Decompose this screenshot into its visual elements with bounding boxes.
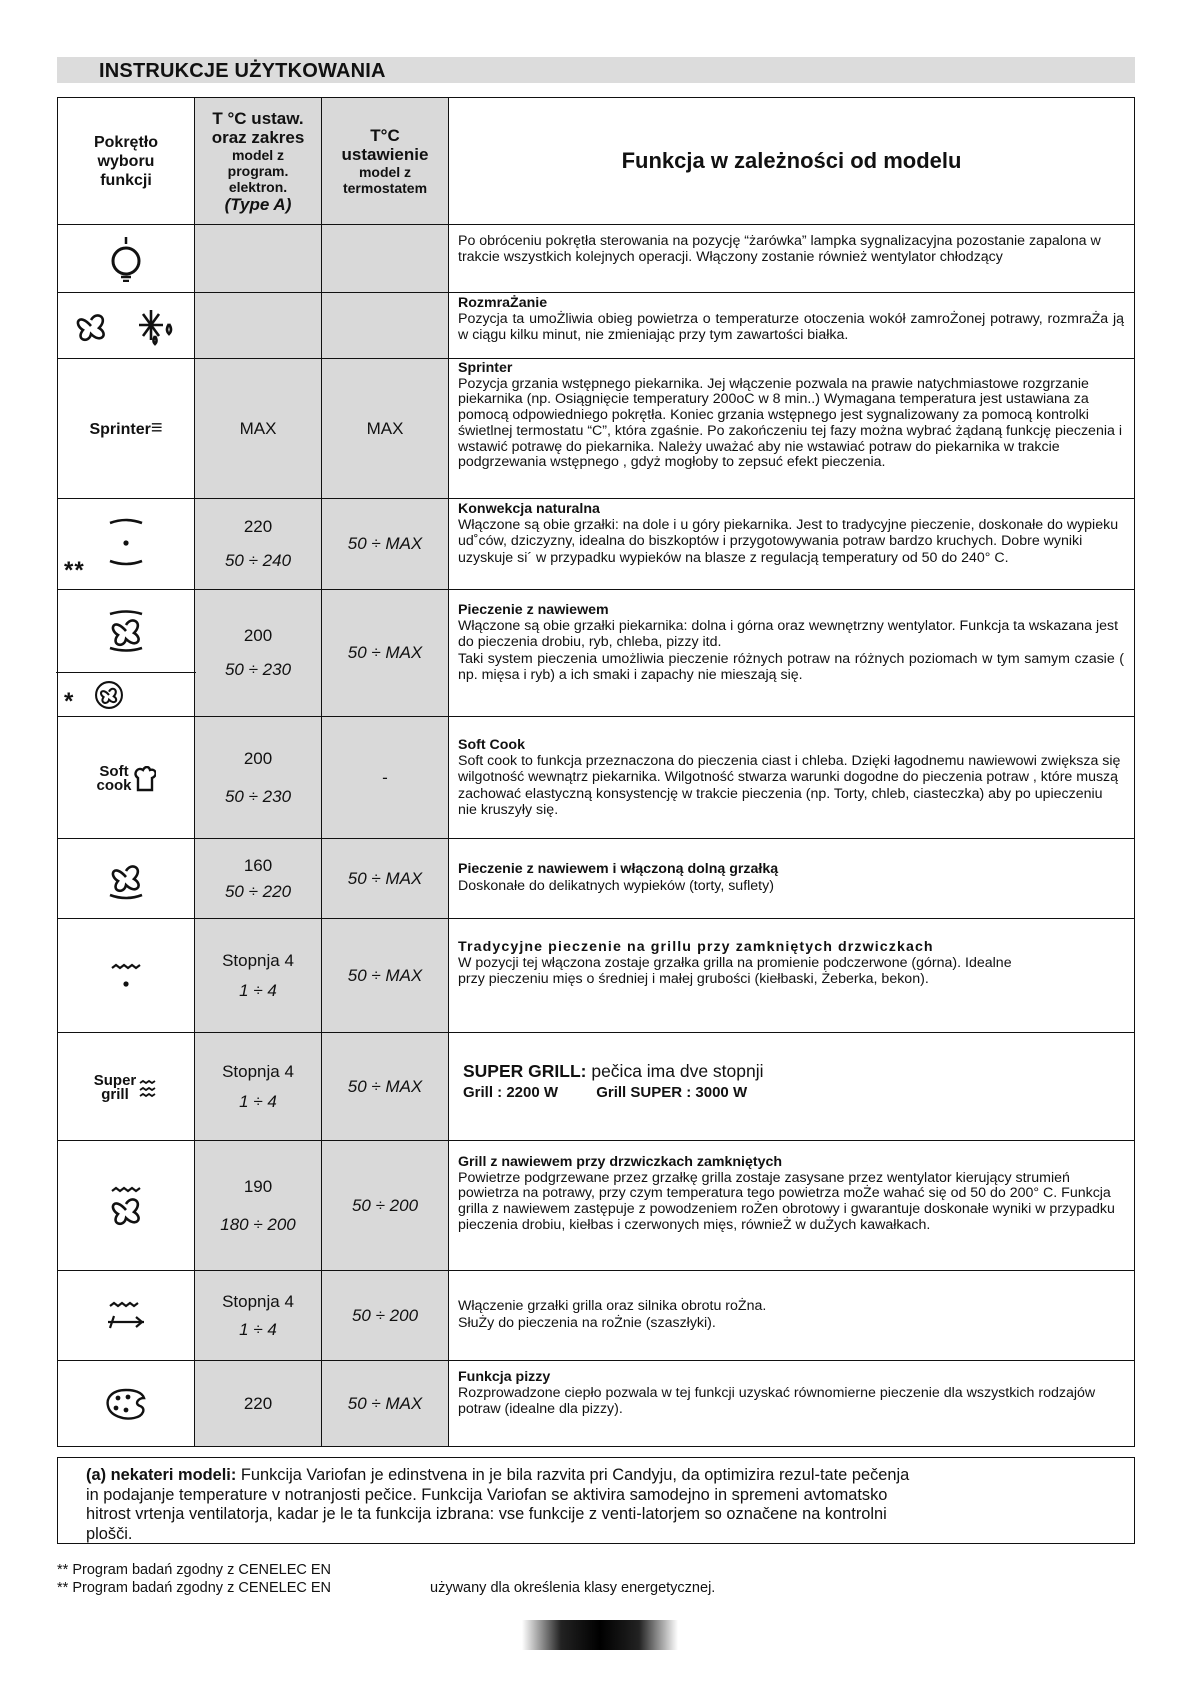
function-desc-cell [449, 1271, 1135, 1361]
fan-small-icon [94, 680, 124, 710]
function-table [57, 97, 1135, 1447]
header-temp-electronic: T °C ustaw. oraz zakres model z program. elektron. (Type A) [195, 98, 322, 225]
function-desc-cell [449, 359, 1135, 499]
temp-electronic-cell: 190 180 ÷ 200 [195, 1141, 322, 1271]
function-desc: Rozprowadzone ciepło pozwala w tej funkcji uzyskać równomierne pieczenie dla wszystkich rodzajów potraw (idealne dla pizzy). [458, 1385, 1096, 1418]
temp-thermostat-cell: 50 ÷ MAX [322, 1033, 449, 1141]
header-function: Funkcja w zależności od modelu [449, 98, 1135, 225]
function-desc-cell [449, 1141, 1135, 1271]
fan-heating-icon [104, 609, 148, 653]
table-row [58, 359, 1135, 499]
fan-bottom-heat-icon [104, 857, 148, 901]
table-row [58, 293, 1135, 359]
function-desc-cell [449, 590, 1135, 717]
footnote: ** Program badań zgodny z CENELEC EN [57, 1562, 332, 1578]
page-title: INSTRUKCJE UŻYTKOWANIA [99, 60, 386, 82]
function-title: Soft Cook [458, 737, 525, 753]
temp-electronic-cell: 160 50 ÷ 220 [195, 839, 322, 919]
table-row [58, 1361, 1135, 1447]
knob-cell [58, 1361, 195, 1447]
super-grill-power: Grill : 2200 W Grill SUPER : 3000 W [463, 1084, 748, 1102]
function-title: RozmraŻanie [458, 295, 548, 311]
header-temp-thermostat: T°C ustawienie model z termostatem [322, 98, 449, 225]
function-title: Funkcja pizzy [458, 1369, 551, 1385]
stars-marker: * [64, 688, 75, 715]
temp-electronic-cell: Stopnja 4 1 ÷ 4 [195, 1033, 322, 1141]
function-desc-cell [449, 293, 1135, 359]
table-row [58, 1033, 1135, 1141]
temp-electronic-cell: 200 50 ÷ 230 [195, 717, 322, 839]
knob-cell [58, 359, 195, 499]
function-desc: Soft cook to funkcja przeznaczona do pieczenia ciast i chleba. Dzięki łagodnemu nawiewowi zwiększa się wilgotność wewnątrz piekarnika. Wilgotność stwarza warunki dogodne do pieczenia potraw , które muszą zachować elastyczną konsystencję w trakcie pieczenia (np. Torty, chleb, ciasteczka) aby po upieczeniu nie kruszyły się. [458, 753, 1121, 818]
temp-thermostat-cell: 50 ÷ MAX [322, 590, 449, 717]
variofan-note: (a) nekateri modeli: Funkcija Variofan je edinstvena in je bila razvita pri Candyju, da optimizira rezul-tate pečenja in podajanje temperature v notranjosti pečice. Funkcija Variofan se aktivira samodejno in spremeni avtomatsko hitrost vrtenja ventilatorja, kadar je le ta funkcija izbrana: vse funkcije z venti-latorjem so označene na kontrolni plošči. [57, 1457, 1135, 1544]
knob-cell [58, 839, 195, 919]
temp-electronic-cell: 220 [195, 1361, 322, 1447]
function-desc: Pozycja grzania wstępnego piekarnika. Jej włączenie pozwala na prawie natychmiastowe rozgrzanie piekarnika (np. Osiągnięcie temperatury 200oC w 8 min..) Wymagana temperatura jest ustawiana za pomocą odpowiedniego pokrętła. Koniec grzania wstępnego jest sygnalizowany za pomocą kontrolki świetlnej termostatu “C”, która zgaśnie. Po zakończeniu tej fazy można wybrać żądaną funkcję pieczenia i wstawić potrawę do piekarnika. Należy uważać aby nie wstawiać potraw do piekarnika w trakcie podgrzewania wstępnego , gdyż mogłoby to zepsuć efekt pieczenia. [458, 375, 1122, 471]
stars-marker: ** [64, 557, 85, 584]
function-desc: SłuŻy do pieczenia na roŻnie (szaszłyki). [458, 1314, 716, 1331]
function-desc-cell [449, 839, 1135, 919]
knob-cell [58, 499, 195, 590]
table-row [58, 225, 1135, 293]
temp-thermostat-cell: 50 ÷ MAX [322, 839, 449, 919]
fan-grill-icon [104, 1184, 148, 1228]
temp-electronic-cell: Stopnja 4 1 ÷ 4 [195, 1271, 322, 1361]
function-desc: Włączone są obie grzałki: na dole i u góry piekarnika. Jest to tradycyjne pieczenie, doskonałe do wypieku ud˚ców, dziczyzny, idealna do biszkoptów i przygotowywania potraw bardzo kruchych. Dobre wyniki uzyskuje si´ w przypadku wypieków na blasze z regulacją temperatury od 50 do 240° C. [458, 517, 1119, 566]
function-desc: Doskonałe do delikatnych wypieków (torty, suflety) [458, 877, 774, 894]
function-desc-cell [449, 1361, 1135, 1447]
temp-electronic-cell: 200 50 ÷ 230 [195, 590, 322, 717]
temp-thermostat-cell: 50 ÷ MAX [322, 919, 449, 1033]
temp-electronic-cell [195, 225, 322, 293]
temp-electronic-cell: Stopnja 4 1 ÷ 4 [195, 919, 322, 1033]
super-grill-line: SUPER GRILL: pečica ima dve stopnji [463, 1061, 764, 1081]
function-desc: W pozycji tej włączona zostaje grzałka grilla na promienie podczerwone (górna). Idealne przy pieczeniu mięs o średniej i małej grubości (kiełbaski, Żeberka, bekon). [458, 955, 1012, 988]
soft-cook-icon: Soft cook [96, 765, 155, 793]
pizza-icon [104, 1386, 148, 1422]
function-desc: Pozycja ta umoŻliwia obieg powietrza o temperaturze otoczenia wokół zamroŻonej potrawy, rozmraŻa ją w ciągu kilku minut, nie zmieniając przy tym zawartości białka. [458, 311, 1124, 344]
sprinter-icon: Sprinter≡ [89, 417, 163, 439]
knob-cell [58, 1141, 195, 1271]
function-title: Grill z nawiewem przy drzwiczkach zamkniętych [458, 1154, 783, 1170]
conventional-icon [106, 511, 146, 571]
function-desc: Po obróceniu pokrętła sterowania na pozycję “żarówka” lampka sygnalizacyjna pozostanie zapalona w trakcie wszystkich kolejnych operacji. Włączony zostanie również wentylator chłodzący [458, 233, 1101, 266]
defrost-icon [71, 306, 181, 346]
page-tab [522, 1620, 678, 1650]
temp-thermostat-cell: - [322, 717, 449, 839]
function-desc: Powietrze podgrzewane przez grzałkę grilla zostaje zasysane przez wentylator kierujący strumień powietrza na potrawy, przy czym temperatura tego powietrza moŻe wahać się od 50 do 200° C. Funkcja grilla z nawiewem zastępuje z powodzeniem roŻen obrotowy i gwarantuje doskonałe wyniki w przypadku pieczenia drobiu, kiełbas i czerwonych mięs, równieŻ w duŻych kawałkach. [458, 1169, 1115, 1233]
temp-thermostat-cell: MAX [322, 359, 449, 499]
table-row [58, 1141, 1135, 1271]
function-desc: Taki system pieczenia umożliwia pieczenie różnych potraw na różnych poziomach w tym samym czasie ( np. mięsa i ryb) a ich smaki i zapachy nie mieszają się. [458, 650, 1124, 683]
knob-cell [58, 1033, 195, 1141]
function-desc: Włączone są obie grzałki piekarnika: dolna i górna oraz wewnętrzny wentylator. Funkcja ta wskazana jest do pieczenia drobiu, ryb, chleba, pizzy itd. [458, 618, 1119, 651]
grill-icon [106, 956, 146, 996]
function-desc-cell [449, 717, 1135, 839]
table-header-row [58, 98, 1135, 225]
function-desc-cell [449, 1033, 1135, 1141]
table-row [58, 590, 1135, 717]
function-title: Tradycyjne pieczenie na grillu przy zamkniętych drzwiczkach [458, 939, 934, 955]
rotisserie-icon [104, 1296, 148, 1336]
title-bar [57, 57, 1135, 83]
lamp-icon [109, 236, 143, 282]
function-desc-cell [449, 225, 1135, 293]
temp-thermostat-cell [322, 225, 449, 293]
knob-cell [58, 590, 195, 717]
table-row [58, 717, 1135, 839]
knob-cell [58, 225, 195, 293]
knob-cell [58, 919, 195, 1033]
temp-thermostat-cell: 50 ÷ 200 [322, 1141, 449, 1271]
super-grill-icon: Super grill [94, 1074, 159, 1102]
temp-thermostat-cell: 50 ÷ 200 [322, 1271, 449, 1361]
temp-thermostat-cell: 50 ÷ MAX [322, 499, 449, 590]
header-knob: Pokrętło wyboru funkcji [58, 98, 195, 225]
table-row [58, 499, 1135, 590]
knob-cell [58, 1271, 195, 1361]
table-row [58, 1271, 1135, 1361]
footnote: używany dla określenia klasy energetycznej. [430, 1580, 716, 1596]
function-title: Pieczenie z nawiewem i włączoną dolną grzałką [458, 861, 779, 878]
function-title: Pieczenie z nawiewem [458, 602, 609, 618]
footnote: ** Program badań zgodny z CENELEC EN [57, 1580, 332, 1596]
table-row [58, 919, 1135, 1033]
temp-thermostat-cell: 50 ÷ MAX [322, 1361, 449, 1447]
temp-electronic-cell [195, 293, 322, 359]
temp-electronic-cell: 220 50 ÷ 240 [195, 499, 322, 590]
temp-electronic-cell: MAX [195, 359, 322, 499]
temp-thermostat-cell [322, 293, 449, 359]
function-desc: Włączenie grzałki grilla oraz silnika obrotu roŻna. [458, 1298, 767, 1315]
knob-cell [58, 293, 195, 359]
function-desc-cell [449, 919, 1135, 1033]
function-desc-cell [449, 499, 1135, 590]
function-title: Sprinter [458, 360, 513, 376]
function-title: Konwekcja naturalna [458, 501, 600, 517]
table-row [58, 839, 1135, 919]
knob-cell [58, 717, 195, 839]
